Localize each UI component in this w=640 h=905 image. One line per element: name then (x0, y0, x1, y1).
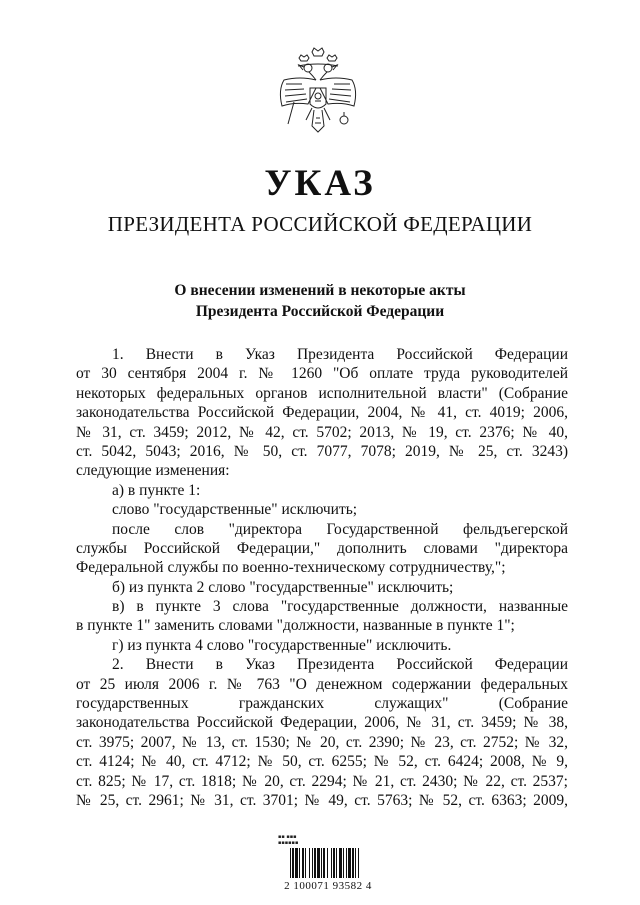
barcode-bar (299, 848, 300, 878)
body-line: от 30 сентября 2004 г. № 1260 "Об оплате труда руководителей (76, 365, 568, 383)
heading-line: Президента Российской Федерации (195, 303, 445, 320)
barcode-bar (295, 848, 298, 878)
body-line: ст. 3975; 2007, № 13, ст. 1530; № 20, ст. 2390; № 23, ст. 2752; № 32, (76, 733, 568, 751)
barcode-bar (302, 848, 304, 878)
body-line: ст. 825; № 17, ст. 1818; № 20, ст. 2294; № 21, ст. 2430; № 22, ст. 2537; (76, 772, 568, 790)
body-line: некоторых федеральных органов исполнительной власти" (Собрание (76, 384, 568, 402)
coat-of-arms-emblem-icon (272, 46, 364, 142)
barcode-number: 2 100071 93582 4 (284, 880, 372, 892)
barcode-bar (339, 848, 342, 878)
barcode-bar (309, 848, 310, 878)
barcode-bar (305, 848, 306, 878)
barcode-bar (290, 848, 291, 878)
document-body (76, 345, 568, 810)
barcode-tiny-label: ▪▪ ▪▪▪ ▪▪▪▪▪▪ (278, 834, 299, 846)
body-line: службы Российской Федерации," дополнить словами "директора (76, 539, 568, 557)
body-line: № 25, ст. 2961; № 31, ст. 3701; № 49, ст. 5763; № 52, ст. 6363; 2009, (76, 791, 568, 809)
body-line: ст. 5042, 5043; 2016, № 50, ст. 7077, 7078; 2019, № 25, ст. 3243) (76, 442, 568, 460)
barcode-icon (290, 848, 366, 878)
body-line: законодательства Российской Федерации, 2004, № 41, ст. 4019; 2006, (76, 404, 568, 422)
barcode-bar (327, 848, 328, 878)
body-line: слово "государственные" исключить; (112, 501, 358, 519)
document-barcode (278, 834, 378, 896)
document-title: УКАЗ (264, 163, 376, 204)
body-line: № 31, ст. 3459; 2012, № 42, ст. 5702; 2013, № 19, ст. 2376; № 40, (76, 423, 568, 441)
barcode-bar (317, 848, 320, 878)
barcode-bar (355, 848, 356, 878)
body-line: от 25 июля 2006 г. № 763 "О денежном содержании федеральных (76, 675, 568, 693)
barcode-bar (312, 848, 313, 878)
body-line: ст. 4124; № 40, ст. 4712; № 50, ст. 6255; № 52, ст. 6424; 2008, № 9, (76, 753, 568, 771)
heading-line: О внесении изменений в некоторые акты (174, 282, 466, 299)
barcode-bar (292, 848, 294, 878)
barcode-bar (321, 848, 322, 878)
body-line: г) из пункта 4 слово "государственные" исключить. (112, 636, 452, 654)
barcode-bar (333, 848, 335, 878)
body-line: после слов "директора Государственной фельдъегерской (112, 520, 568, 538)
body-line: 1. Внести в Указ Президента Российской Федерации (112, 346, 568, 363)
body-line: 2. Внести в Указ Президента Российской Федерации (112, 656, 568, 674)
barcode-bar (352, 848, 354, 878)
body-line: следующие изменения: (76, 462, 230, 480)
document-subtitle: ПРЕЗИДЕНТА РОССИЙСКОЙ ФЕДЕРАЦИИ (107, 212, 533, 236)
body-line: в пункте 1" заменить словами "должности, названные в пункте 1"; (76, 617, 515, 635)
body-line: государственных гражданских служащих" (Собрание (76, 695, 568, 713)
barcode-bar (358, 848, 359, 878)
barcode-bar (314, 848, 316, 878)
barcode-bar (343, 848, 344, 878)
body-line: в) в пункте 3 слова "государственные должности, названные (112, 598, 568, 616)
barcode-bar (336, 848, 337, 878)
barcode-bar (348, 848, 351, 878)
barcode-bar (346, 848, 347, 878)
body-line: Федеральной службы по военно-техническому сотрудничеству,"; (76, 559, 506, 577)
body-line: б) из пункта 2 слово "государственные" исключить; (112, 578, 454, 596)
body-line: законодательства Российской Федерации, 2006, № 31, ст. 3459; № 38, (76, 714, 568, 732)
body-line: а) в пункте 1: (112, 481, 201, 499)
barcode-bar (331, 848, 332, 878)
document-heading (0, 280, 640, 322)
barcode-bar (323, 848, 325, 878)
